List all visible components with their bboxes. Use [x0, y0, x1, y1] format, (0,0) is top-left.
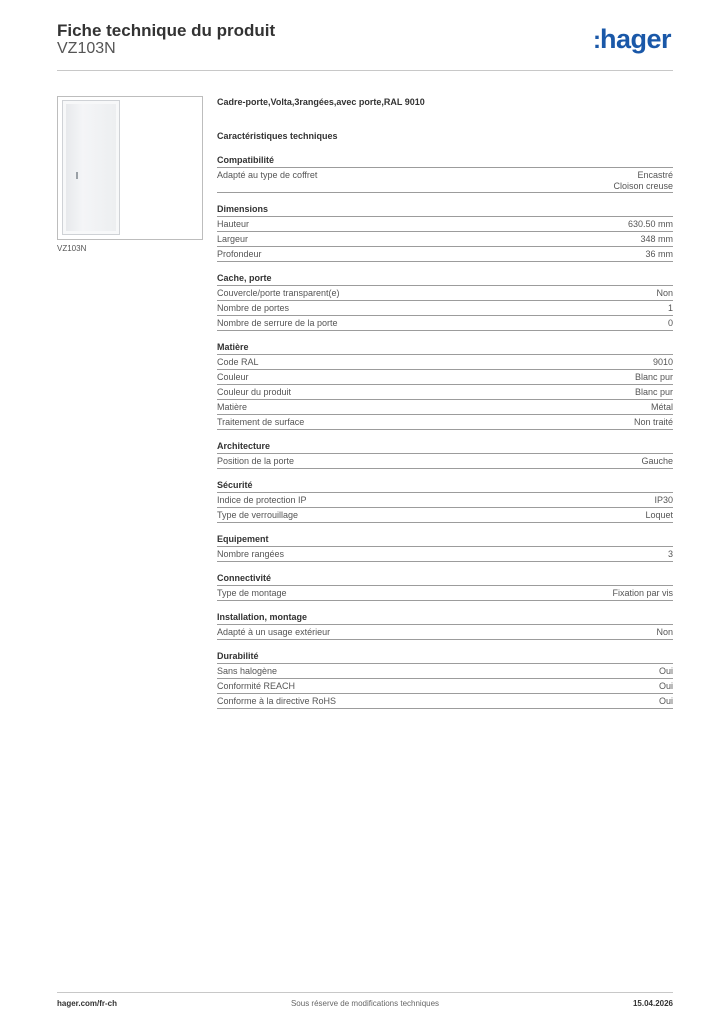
spec-value-line: Métal	[650, 402, 673, 412]
spec-value	[641, 456, 673, 467]
spec-value-line: Encastré	[637, 170, 673, 180]
spec-value	[654, 495, 673, 506]
spec-label: Position de la porte	[217, 456, 295, 466]
spec-value	[612, 588, 673, 599]
spec-group-title: Dimensions	[217, 204, 673, 217]
spec-row	[217, 286, 673, 301]
spec-row	[217, 370, 673, 385]
spec-label: Couvercle/porte transparent(e)	[217, 288, 340, 298]
spec-label: Traitement de surface	[217, 417, 305, 427]
spec-heading: Caractéristiques techniques	[217, 131, 338, 141]
spec-row	[217, 625, 673, 640]
spec-value	[645, 510, 673, 521]
spec-value-line: Non traité	[633, 417, 673, 427]
image-caption: VZ103N	[57, 244, 87, 253]
spec-row	[217, 493, 673, 508]
spec-label: Adapté à un usage extérieur	[217, 627, 331, 637]
spec-group-title: Equipement	[217, 534, 673, 547]
spec-value	[668, 318, 673, 329]
spec-value	[668, 549, 673, 560]
spec-label: Indice de protection IP	[217, 495, 307, 505]
spec-group-title: Compatibilité	[217, 155, 673, 168]
spec-value-line: 9010	[652, 357, 673, 367]
spec-row	[217, 694, 673, 709]
product-name: Cadre-porte,Volta,3rangées,avec porte,RAL 9010	[217, 97, 425, 107]
spec-value	[656, 288, 673, 299]
spec-group-title: Sécurité	[217, 480, 673, 493]
spec-value	[635, 387, 673, 398]
spec-row	[217, 316, 673, 331]
spec-row	[217, 400, 673, 415]
footer-date: 15.04.2026	[632, 999, 673, 1008]
page-footer	[57, 992, 673, 1011]
spec-value	[634, 417, 673, 428]
spec-value-line: 36 mm	[645, 249, 673, 259]
spec-value	[659, 681, 673, 692]
logo-text: hager	[599, 24, 671, 54]
spec-label: Nombre de portes	[217, 303, 290, 313]
spec-row	[217, 247, 673, 262]
spec-value-line: Oui	[658, 696, 673, 706]
spec-group-title: Installation, montage	[217, 612, 673, 625]
spec-label: Type de montage	[217, 588, 287, 598]
product-reference: VZ103N	[57, 40, 116, 57]
door-panel-icon	[62, 100, 120, 235]
spec-value-line: Cloison creuse	[613, 181, 673, 191]
spec-value-line: Fixation par vis	[612, 588, 673, 598]
spec-row	[217, 232, 673, 247]
spec-row	[217, 547, 673, 562]
spec-group-title: Durabilité	[217, 651, 673, 664]
spec-value-line: Oui	[658, 681, 673, 691]
spec-label: Matière	[217, 402, 248, 412]
spec-content	[217, 97, 673, 709]
spec-value-line: 348 mm	[640, 234, 673, 244]
spec-label: Adapté au type de coffret	[217, 170, 318, 180]
spec-value-line: Blanc pur	[634, 372, 673, 382]
spec-value-line: Loquet	[645, 510, 673, 520]
spec-label: Type de verrouillage	[217, 510, 299, 520]
spec-value-line: Non	[656, 627, 673, 637]
spec-value	[659, 666, 673, 677]
product-image	[57, 96, 203, 240]
spec-row	[217, 355, 673, 370]
spec-group-title: Cache, porte	[217, 273, 673, 286]
spec-label: Code RAL	[217, 357, 259, 367]
spec-row	[217, 301, 673, 316]
spec-groups	[217, 155, 673, 709]
spec-row	[217, 508, 673, 523]
spec-row	[217, 586, 673, 601]
door-handle-icon	[76, 172, 78, 179]
spec-label: Profondeur	[217, 249, 262, 259]
spec-value-line: 0	[667, 318, 673, 328]
spec-value	[635, 372, 673, 383]
spec-group-title: Matière	[217, 342, 673, 355]
spec-label: Conformité REACH	[217, 681, 296, 691]
spec-row	[217, 415, 673, 430]
spec-label: Hauteur	[217, 219, 250, 229]
page-header	[57, 20, 673, 71]
spec-value-line: Blanc pur	[634, 387, 673, 397]
spec-value-line: Oui	[658, 666, 673, 676]
spec-row	[217, 679, 673, 694]
spec-value	[613, 170, 673, 192]
spec-group-title: Connectivité	[217, 573, 673, 586]
spec-row	[217, 454, 673, 469]
spec-value	[656, 627, 673, 638]
page-title: Fiche technique du produit	[57, 21, 276, 40]
footer-site-link[interactable]: hager.com/fr-ch	[57, 999, 118, 1008]
spec-label: Couleur	[217, 372, 249, 382]
spec-row	[217, 217, 673, 232]
spec-row	[217, 385, 673, 400]
spec-label: Nombre rangées	[217, 549, 285, 559]
spec-value	[645, 249, 673, 260]
logo-colon: :	[592, 27, 600, 54]
spec-value-line: IP30	[654, 495, 673, 505]
footer-note: Sous réserve de modifications techniques	[290, 999, 440, 1008]
spec-value	[640, 234, 673, 245]
spec-row	[217, 168, 673, 193]
spec-value-line: Non	[656, 288, 673, 298]
hager-logo	[593, 24, 671, 55]
spec-row	[217, 664, 673, 679]
spec-value-line: 3	[667, 549, 673, 559]
spec-value	[668, 303, 673, 314]
spec-value-line: Gauche	[641, 456, 673, 466]
spec-value	[659, 696, 673, 707]
spec-value-line: 630.50 mm	[627, 219, 673, 229]
spec-value	[651, 402, 673, 413]
spec-value	[653, 357, 673, 368]
spec-group-title: Architecture	[217, 441, 673, 454]
spec-label: Nombre de serrure de la porte	[217, 318, 338, 328]
spec-label: Couleur du produit	[217, 387, 292, 397]
spec-label: Sans halogène	[217, 666, 278, 676]
spec-label: Largeur	[217, 234, 249, 244]
spec-label: Conforme à la directive RoHS	[217, 696, 337, 706]
spec-value	[628, 219, 673, 230]
spec-value-line: 1	[667, 303, 673, 313]
